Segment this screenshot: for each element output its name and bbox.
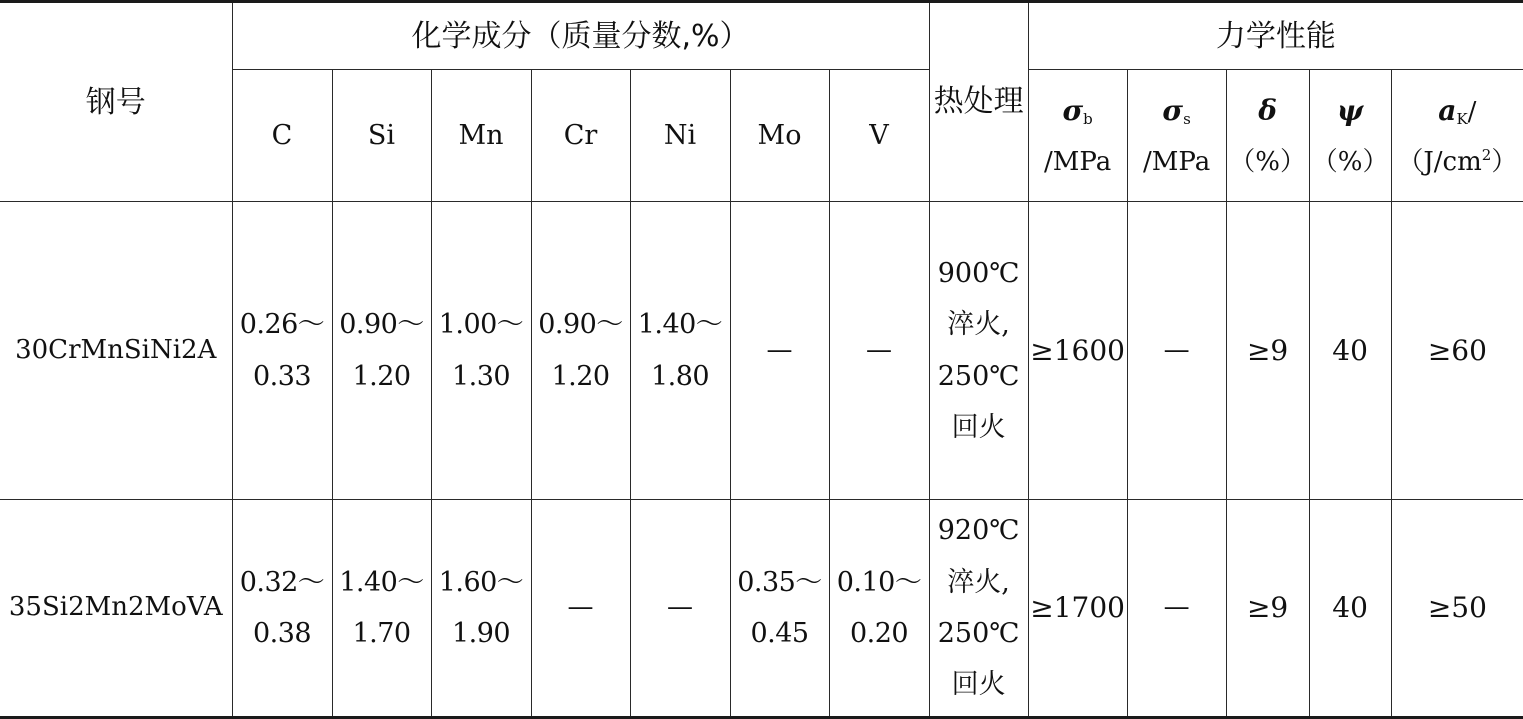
- chemical-composition-header: 化学成分（质量分数,%）: [232, 2, 929, 70]
- steel-grade-cell: 30CrMnSiNi2A: [0, 202, 232, 500]
- mo-cell: —: [730, 202, 829, 500]
- steel-grade-header: 钢号: [0, 2, 232, 202]
- c-range-cell: 0.26～ 0.33: [232, 202, 332, 500]
- element-header-mn: Mn: [431, 70, 531, 202]
- delta-cell: ≥9: [1226, 202, 1309, 500]
- sigma-s-cell: —: [1127, 202, 1226, 500]
- delta-cell: ≥9: [1226, 500, 1309, 718]
- cr-cell: —: [531, 500, 630, 718]
- impact-toughness-cell: ≥50: [1391, 500, 1523, 718]
- ni-range-cell: 1.40～ 1.80: [630, 202, 730, 500]
- impact-toughness-cell: ≥60: [1391, 202, 1523, 500]
- table-row: [0, 202, 1523, 500]
- psi-cell: 40: [1309, 500, 1391, 718]
- sigma-b-cell: ≥1700: [1028, 500, 1127, 718]
- steel-grade-cell: 35Si2Mn2MoVA: [0, 500, 232, 718]
- element-header-c: C: [232, 70, 332, 202]
- element-header-si: Si: [332, 70, 431, 202]
- heat-treatment-header: 热处理: [929, 2, 1028, 202]
- heat-treatment-cell: 900℃ 淬火, 250℃ 回火: [929, 202, 1028, 500]
- sigma-b-header: $\sigma_b$ /MPa: [1028, 70, 1127, 202]
- mn-range-cell: 1.00～ 1.30: [431, 202, 531, 500]
- heat-treatment-cell: 920℃ 淬火, 250℃ 回火: [929, 500, 1028, 718]
- delta-header: δ （%）: [1226, 70, 1309, 202]
- ni-cell: —: [630, 500, 730, 718]
- psi-header: ψ （%）: [1309, 70, 1391, 202]
- psi-cell: 40: [1309, 202, 1391, 500]
- si-range-cell: 1.40～ 1.70: [332, 500, 431, 718]
- element-header-cr: Cr: [531, 70, 630, 202]
- mo-range-cell: 0.35～ 0.45: [730, 500, 829, 718]
- sigma-s-cell: —: [1127, 500, 1226, 718]
- mn-range-cell: 1.60～ 1.90: [431, 500, 531, 718]
- v-range-cell: 0.10～ 0.20: [829, 500, 929, 718]
- table-row: [0, 500, 1523, 718]
- si-range-cell: 0.90～ 1.20: [332, 202, 431, 500]
- sigma-b-cell: ≥1600: [1028, 202, 1127, 500]
- v-cell: —: [829, 202, 929, 500]
- mechanical-properties-header: 力学性能: [1028, 2, 1523, 70]
- element-header-mo: Mo: [730, 70, 829, 202]
- element-header-v: V: [829, 70, 929, 202]
- sigma-s-header: $\sigma_s$ /MPa: [1127, 70, 1226, 202]
- element-header-ni: Ni: [630, 70, 730, 202]
- impact-toughness-header: $a_K/$ $(J/cm^2)$: [1391, 70, 1523, 202]
- c-range-cell: 0.32～ 0.38: [232, 500, 332, 718]
- cr-range-cell: 0.90～ 1.20: [531, 202, 630, 500]
